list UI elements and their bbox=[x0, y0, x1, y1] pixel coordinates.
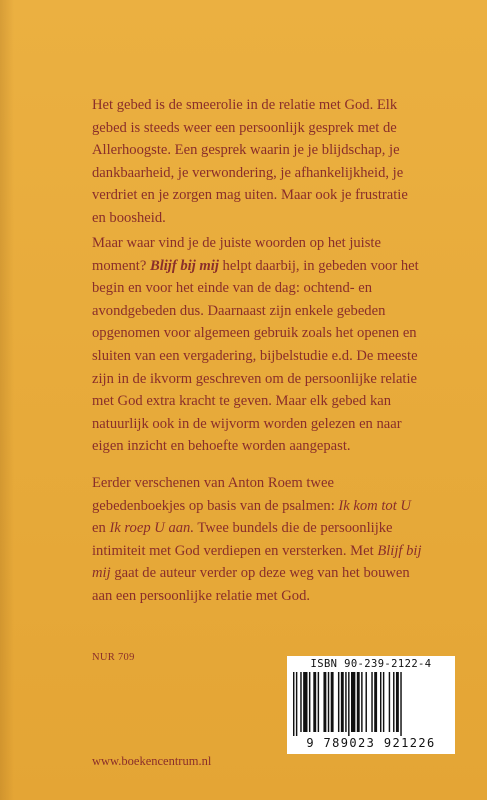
paragraph-book-description bbox=[92, 232, 422, 458]
barcode-bar bbox=[293, 672, 294, 736]
spine-shadow bbox=[0, 0, 14, 800]
barcode-bar bbox=[345, 672, 346, 732]
barcode-bar bbox=[393, 672, 394, 732]
barcode-bar bbox=[383, 672, 384, 732]
book-title-emphasis: Blijf bij mij bbox=[149, 257, 219, 274]
barcode-bar bbox=[338, 672, 339, 732]
barcode-bar bbox=[318, 672, 319, 732]
author-works-lead: Eerder verschenen van Anton Roem twee gebedenboekjes op basis van de psalmen: bbox=[92, 475, 335, 514]
barcode-bar bbox=[303, 672, 307, 732]
barcode-bar bbox=[361, 672, 362, 732]
description-lead: Maar waar vind je de juiste woorden op het juiste moment? bbox=[92, 235, 381, 274]
barcode-bar bbox=[380, 672, 381, 732]
title-ik-roep-u-aan: Ik roep U aan. bbox=[109, 520, 195, 537]
barcode-bar bbox=[400, 672, 401, 736]
barcode-bar bbox=[351, 672, 355, 732]
barcode-bar bbox=[366, 672, 367, 732]
barcode-bar bbox=[323, 672, 326, 732]
barcode-bars bbox=[293, 672, 449, 736]
barcode-bar bbox=[331, 672, 334, 732]
author-works-middle: Twee bundels die de persoonlijke intimiteit met God verdiepen en versterken. Met bbox=[92, 520, 393, 559]
description-body: helpt daarbij, in gebeden voor het begin en voor het einde van de dag: ochtend- en avondgebeden dus. Daarnaast zijn enkele gebeden opgenomen voor algemeen gebruik zoals het openen en sluiten van een vergadering, bijbelstudie e.d. De meeste zijn in de ikvorm geschreven om de persoonlijke relatie met God extra kracht te geven. Maar elk gebed kan natuurlijk ook in de wijvorm worden gelezen en naar eigen inzicht en behoefte worden aangepast. bbox=[92, 257, 419, 455]
barcode-bar bbox=[374, 672, 377, 732]
barcode-bar bbox=[357, 672, 360, 732]
barcode-bar bbox=[300, 672, 301, 732]
barcode-bar bbox=[328, 672, 329, 732]
publisher-website: www.boekencentrum.nl bbox=[92, 754, 212, 768]
paragraph-author-works bbox=[92, 472, 422, 608]
barcode-bar bbox=[309, 672, 310, 732]
paragraph-intro-text: Het gebed is de smeerolie in de relatie met God. Elk gebed is steeds weer een persoonlijk gesprek met de Allerhoogste. Een gesprek waarin je je blijdschap, je dankbaarheid, je verwondering, je afhankelijkheid, je verdriet en je zorgen mag uiten. Maar ook je frustratie en boosheid. bbox=[92, 97, 408, 226]
barcode-bar bbox=[341, 672, 344, 732]
barcode-bar bbox=[389, 672, 390, 732]
author-works-end: gaat de auteur verder op deze weg van het bouwen aan een persoonlijke relatie met God. bbox=[92, 565, 410, 604]
paragraph-intro bbox=[92, 94, 422, 230]
title-ik-kom-tot-u: Ik kom tot U bbox=[338, 497, 411, 514]
title-blijf-bij-mij: Blijf bij mij bbox=[92, 542, 422, 582]
barcode-bar bbox=[371, 672, 372, 732]
barcode-bar bbox=[396, 672, 399, 732]
barcode-bar bbox=[296, 672, 297, 736]
isbn-number: ISBN 90-239-2122-4 bbox=[310, 658, 432, 670]
barcode-bar bbox=[348, 672, 349, 736]
barcode-label bbox=[287, 656, 455, 754]
ean-number: 9 789023 921226 bbox=[306, 736, 436, 750]
nur-code: NUR 709 bbox=[92, 652, 135, 663]
author-works-and: en bbox=[92, 520, 106, 537]
barcode-bar bbox=[313, 672, 316, 732]
